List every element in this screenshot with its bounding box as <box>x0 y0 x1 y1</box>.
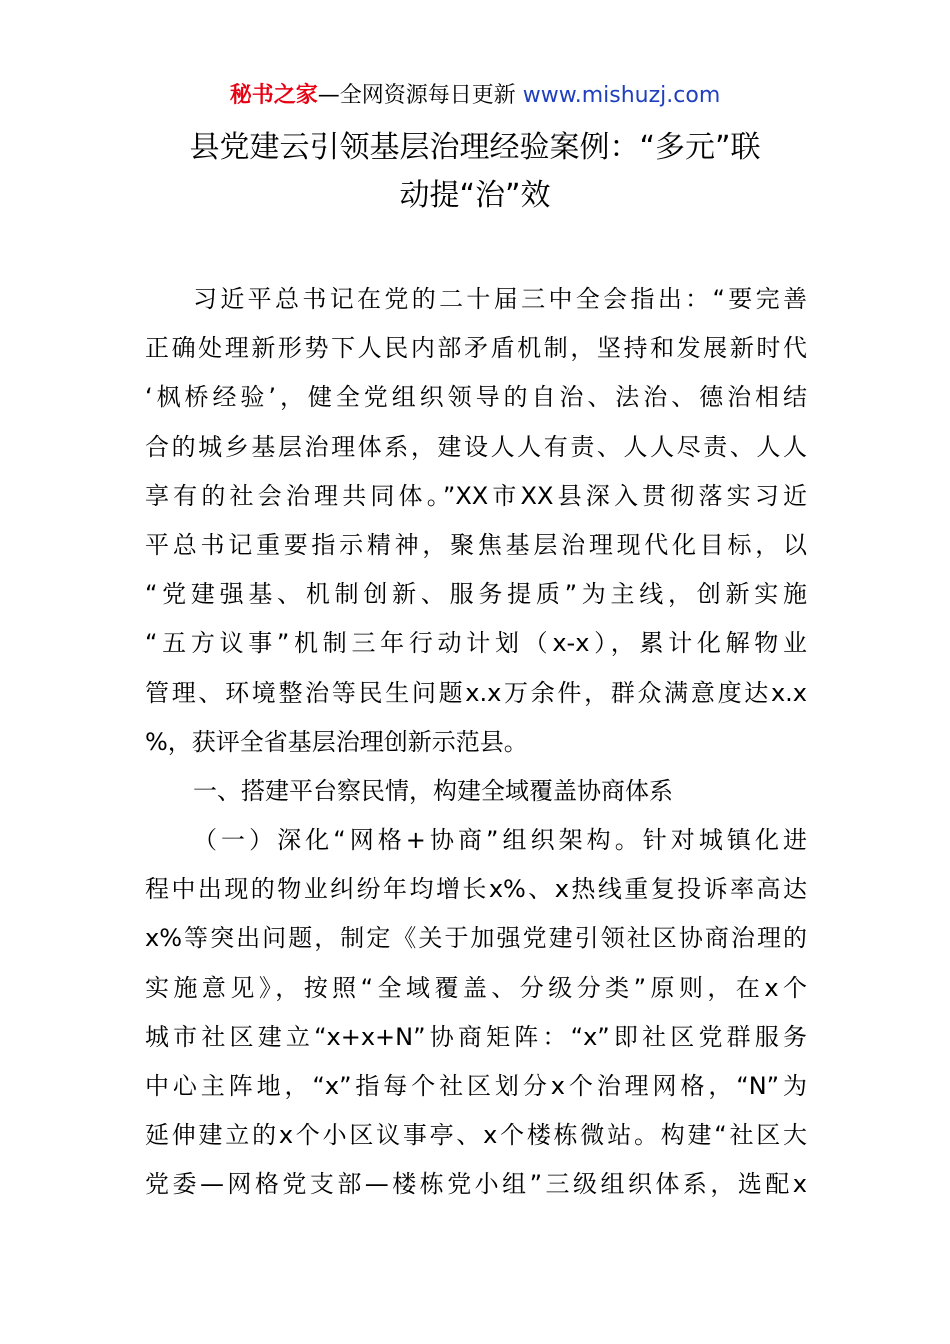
text-line: 延伸建立的x个小区议事亭、x个楼栋微站。构建“社区大 <box>145 1121 807 1150</box>
title-line-1: 县党建云引领基层治理经验案例：“多元”联 <box>189 130 761 165</box>
text-line: ‘枫桥经验’，健全党组织领导的自治、法治、德治相结 <box>145 383 807 412</box>
text-line: “五方议事”机制三年行动计划（x-x），累计化解物业 <box>145 629 807 658</box>
text-line: 程中出现的物业纠纷年均增长x%、x热线重复投诉率高达 <box>145 875 807 904</box>
paragraph-section1 <box>145 816 807 1210</box>
text-line: 享有的社会治理共同体。”XX市XX县深入贯彻落实习近 <box>145 481 807 510</box>
site-brand: 秘书之家 <box>229 83 318 108</box>
text-line: 习近平总书记在党的二十届三中全会指出：“要完善 <box>193 285 807 313</box>
paragraph-intro <box>145 275 807 767</box>
text-line: 党委—网格党支部—楼栋党小组”三级组织体系，选配x <box>145 1170 807 1199</box>
text-line: x%等突出问题，制定《关于加强党建引领社区协商治理的 <box>145 924 807 953</box>
title-line-2: 动提“治”效 <box>399 178 551 213</box>
site-header <box>0 80 950 112</box>
text-line: %，获评全省基层治理创新示范县。 <box>145 727 528 756</box>
text-line: 管理、环境整治等民生问题x.x万余件，群众满意度达x.x <box>145 678 807 707</box>
text-line: 正确处理新形势下人民内部矛盾机制，坚持和发展新时代 <box>145 334 807 363</box>
text-line: 中心主阵地，“x”指每个社区划分x个治理网格，“N”为 <box>145 1072 807 1100</box>
section-heading <box>145 767 807 816</box>
document-body <box>145 275 807 1210</box>
text-line: 平总书记重要指示精神，聚焦基层治理现代化目标，以 <box>145 530 807 559</box>
text-line: “党建强基、机制创新、服务提质”为主线，创新实施 <box>145 580 807 609</box>
section-heading-text: 一、搭建平台察民情，构建全域覆盖协商体系 <box>193 776 673 805</box>
text-line: （一）深化“网格+协商”组织架构。针对城镇化进 <box>193 826 807 855</box>
site-url[interactable]: www.mishuzj.com <box>522 83 721 108</box>
site-tagline: —全网资源每日更新 <box>317 83 523 108</box>
text-line: 合的城乡基层治理体系，建设人人有责、人人尽责、人人 <box>145 432 807 461</box>
document-title <box>145 124 805 220</box>
text-line: 城市社区建立“x+x+N”协商矩阵：“x”即社区党群服务 <box>145 1022 807 1051</box>
text-line: 实施意见》，按照“全域覆盖、分级分类”原则，在x个 <box>145 973 807 1002</box>
